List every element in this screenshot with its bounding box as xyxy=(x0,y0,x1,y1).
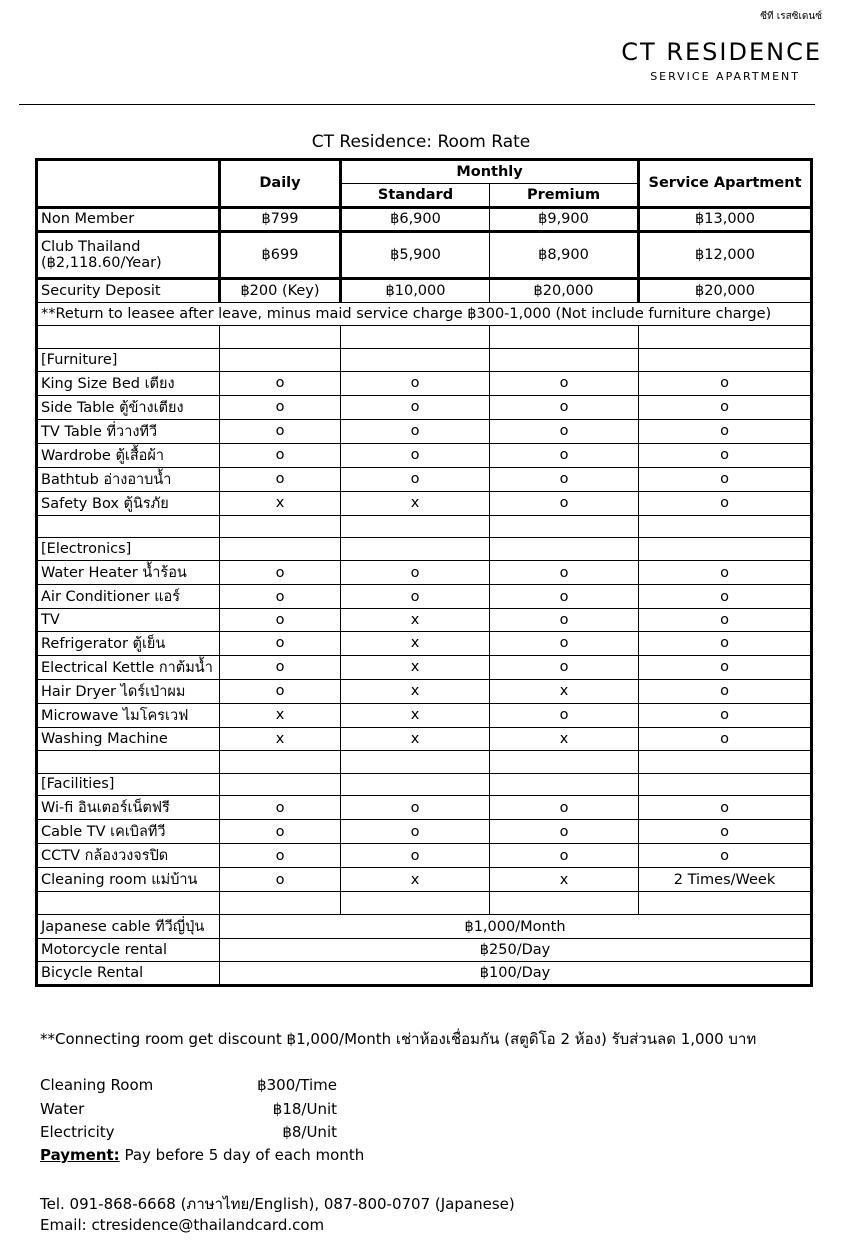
row-value: o xyxy=(490,820,639,844)
row-value: x xyxy=(490,868,639,892)
brand-logo-text: CT RESIDENCE xyxy=(621,38,822,66)
row-label: Bathtub อ่างอาบน้ำ xyxy=(37,467,220,491)
row-label: Air Conditioner แอร์ xyxy=(37,585,220,609)
furniture-row xyxy=(37,395,812,419)
row-value: o xyxy=(220,868,341,892)
rate-value: ฿20,000 xyxy=(639,279,812,303)
row-value: o xyxy=(639,561,812,585)
furniture-row xyxy=(37,371,812,395)
extra-value: ฿1,000/Month xyxy=(220,915,812,939)
fee-value: ฿300/Time xyxy=(257,1076,337,1094)
empty-cell xyxy=(490,750,639,773)
row-value: o xyxy=(639,609,812,632)
room-rate-table xyxy=(35,158,813,987)
row-value: 2 Times/Week xyxy=(639,868,812,892)
empty-cell xyxy=(37,515,220,538)
deposit-note: **Return to leasee after leave, minus maid service charge ฿300-1,000 (Not include furniture charge) xyxy=(37,303,812,326)
row-value: x xyxy=(341,703,490,727)
rate-value: ฿200 (Key) xyxy=(220,279,341,303)
row-label: Refrigerator ตู้เย็น xyxy=(37,631,220,655)
row-value: o xyxy=(341,371,490,395)
header-daily: Daily xyxy=(220,160,341,208)
empty-cell xyxy=(639,515,812,538)
row-value: o xyxy=(490,443,639,467)
payment-note xyxy=(40,1146,364,1164)
row-value: o xyxy=(639,703,812,727)
empty-cell xyxy=(220,515,341,538)
rate-label xyxy=(37,232,220,279)
row-value: o xyxy=(490,631,639,655)
row-label: CCTV กล้องวงจรปิด xyxy=(37,844,220,868)
electronics-row xyxy=(37,585,812,609)
row-value: o xyxy=(490,585,639,609)
deposit-note-row xyxy=(37,303,812,326)
rate-label xyxy=(37,207,220,232)
row-value: o xyxy=(490,844,639,868)
rate-value: ฿799 xyxy=(220,207,341,232)
row-value: o xyxy=(341,561,490,585)
row-value: o xyxy=(639,679,812,703)
row-value: o xyxy=(220,631,341,655)
empty-cell xyxy=(341,750,490,773)
rate-label-line: Non Member xyxy=(41,211,135,228)
row-value: x xyxy=(220,703,341,727)
electronics-heading-row xyxy=(37,538,812,561)
empty-cell xyxy=(341,325,490,348)
empty-cell xyxy=(490,892,639,915)
empty-cell xyxy=(220,773,341,796)
facilities-row xyxy=(37,820,812,844)
header-standard: Standard xyxy=(341,183,490,207)
spacer-row xyxy=(37,892,812,915)
row-value: o xyxy=(639,585,812,609)
empty-cell xyxy=(220,892,341,915)
empty-cell xyxy=(490,538,639,561)
rate-value: ฿13,000 xyxy=(639,207,812,232)
facilities-row xyxy=(37,868,812,892)
furniture-row xyxy=(37,443,812,467)
fee-value: ฿18/Unit xyxy=(272,1099,337,1118)
page-title: CT Residence: Room Rate xyxy=(311,132,531,152)
row-value: o xyxy=(490,655,639,679)
electronics-row xyxy=(37,631,812,655)
row-value: x xyxy=(341,679,490,703)
rate-value: ฿9,900 xyxy=(490,207,639,232)
row-value: o xyxy=(490,561,639,585)
empty-cell xyxy=(490,773,639,796)
row-value: o xyxy=(490,419,639,443)
rate-value: ฿6,900 xyxy=(341,207,490,232)
empty-cell xyxy=(490,325,639,348)
row-value: o xyxy=(490,371,639,395)
empty-cell xyxy=(490,515,639,538)
electronics-row xyxy=(37,703,812,727)
row-value: o xyxy=(341,443,490,467)
extra-label: Motorcycle rental xyxy=(37,939,220,962)
row-value: o xyxy=(220,419,341,443)
empty-cell xyxy=(341,515,490,538)
extra-value: ฿100/Day xyxy=(220,961,812,985)
row-value: o xyxy=(341,585,490,609)
spacer-row xyxy=(37,325,812,348)
row-value: o xyxy=(639,631,812,655)
row-value: o xyxy=(490,609,639,632)
row-value: o xyxy=(220,585,341,609)
row-value: o xyxy=(220,655,341,679)
row-value: o xyxy=(220,467,341,491)
payment-label: Payment: xyxy=(40,1146,120,1164)
header-empty xyxy=(37,160,220,208)
row-value: o xyxy=(220,820,341,844)
empty-cell xyxy=(220,348,341,371)
row-value: o xyxy=(341,844,490,868)
row-label: Safety Box ตู้นิรภัย xyxy=(37,491,220,515)
rate-row xyxy=(37,232,812,279)
row-value: o xyxy=(341,820,490,844)
connecting-room-note: **Connecting room get discount ฿1,000/Month เช่าห้องเชื่อมกัน (สตูดิโอ 2 ห้อง) รับส่วนลด 1,000 บาท xyxy=(40,1030,757,1048)
row-value: o xyxy=(490,467,639,491)
row-value: o xyxy=(341,467,490,491)
rate-value: ฿10,000 xyxy=(341,279,490,303)
extra-row xyxy=(37,939,812,962)
row-label: TV Table ที่วางทีวี xyxy=(37,419,220,443)
row-value: o xyxy=(220,609,341,632)
row-label: Microwave ไมโครเวฟ xyxy=(37,703,220,727)
row-value: x xyxy=(341,868,490,892)
empty-cell xyxy=(37,750,220,773)
row-label: Cleaning room แม่บ้าน xyxy=(37,868,220,892)
furniture-row xyxy=(37,491,812,515)
contact-phone: Tel. 091-868-6668 (ภาษาไทย/English), 087-800-0707 (Japanese) xyxy=(40,1195,515,1213)
row-label: King Size Bed เตียง xyxy=(37,371,220,395)
empty-cell xyxy=(639,348,812,371)
empty-cell xyxy=(220,750,341,773)
empty-cell xyxy=(639,538,812,561)
furniture-row xyxy=(37,467,812,491)
section-heading: [Facilities] xyxy=(37,773,220,796)
empty-cell xyxy=(220,538,341,561)
row-value: x xyxy=(341,631,490,655)
row-value: o xyxy=(341,796,490,820)
row-value: o xyxy=(220,395,341,419)
brand-subtitle: SERVICE APARTMENT xyxy=(650,70,800,83)
row-value: o xyxy=(639,467,812,491)
row-value: o xyxy=(341,395,490,419)
empty-cell xyxy=(37,325,220,348)
row-value: o xyxy=(220,844,341,868)
fee-label: Water xyxy=(40,1099,85,1118)
row-value: x xyxy=(341,655,490,679)
spacer-row xyxy=(37,750,812,773)
row-value: o xyxy=(220,796,341,820)
row-value: x xyxy=(341,491,490,515)
rate-value: ฿699 xyxy=(220,232,341,279)
rate-value: ฿20,000 xyxy=(490,279,639,303)
rate-value: ฿8,900 xyxy=(490,232,639,279)
row-value: o xyxy=(341,419,490,443)
empty-cell xyxy=(639,892,812,915)
extra-row xyxy=(37,961,812,985)
rate-value: ฿5,900 xyxy=(341,232,490,279)
row-label: Side Table ตู้ข้างเตียง xyxy=(37,395,220,419)
row-value: x xyxy=(220,727,341,750)
row-value: x xyxy=(490,679,639,703)
extra-row xyxy=(37,915,812,939)
section-heading: [Furniture] xyxy=(37,348,220,371)
row-value: o xyxy=(220,561,341,585)
rate-label-line: Security Deposit xyxy=(41,283,161,300)
row-value: x xyxy=(341,609,490,632)
rate-label-line: Club Thailand xyxy=(41,239,141,256)
electronics-row xyxy=(37,727,812,750)
row-value: o xyxy=(220,443,341,467)
row-value: o xyxy=(490,395,639,419)
empty-cell xyxy=(341,892,490,915)
facilities-row xyxy=(37,844,812,868)
extra-value: ฿250/Day xyxy=(220,939,812,962)
furniture-heading-row xyxy=(37,348,812,371)
rate-value: ฿12,000 xyxy=(639,232,812,279)
row-label: Water Heater น้ำร้อน xyxy=(37,561,220,585)
electronics-row xyxy=(37,561,812,585)
rate-row xyxy=(37,279,812,303)
header-service-apartment: Service Apartment xyxy=(639,160,812,208)
spacer-row xyxy=(37,515,812,538)
row-label: Electrical Kettle กาต้มน้ำ xyxy=(37,655,220,679)
row-value: o xyxy=(639,371,812,395)
header-premium: Premium xyxy=(490,183,639,207)
empty-cell xyxy=(639,773,812,796)
row-label: Wi-fi อินเตอร์เน็ตฟรี xyxy=(37,796,220,820)
empty-cell xyxy=(490,348,639,371)
row-value: x xyxy=(220,491,341,515)
row-label: Hair Dryer ไดร์เป่าผม xyxy=(37,679,220,703)
electronics-row xyxy=(37,609,812,632)
electronics-row xyxy=(37,655,812,679)
rate-row xyxy=(37,207,812,232)
header-divider xyxy=(19,104,815,105)
row-value: o xyxy=(639,419,812,443)
section-heading: [Electronics] xyxy=(37,538,220,561)
facilities-heading-row xyxy=(37,773,812,796)
furniture-row xyxy=(37,419,812,443)
row-value: x xyxy=(341,727,490,750)
empty-cell xyxy=(639,325,812,348)
empty-cell xyxy=(220,325,341,348)
fee-label: Cleaning Room xyxy=(40,1076,154,1094)
empty-cell xyxy=(639,750,812,773)
row-value: o xyxy=(220,371,341,395)
fee-value: ฿8/Unit xyxy=(282,1123,337,1141)
row-value: o xyxy=(639,655,812,679)
row-value: x xyxy=(490,727,639,750)
row-value: o xyxy=(639,820,812,844)
row-value: o xyxy=(220,679,341,703)
row-value: o xyxy=(639,491,812,515)
row-value: o xyxy=(490,796,639,820)
rate-label xyxy=(37,279,220,303)
row-value: o xyxy=(639,395,812,419)
row-label: TV xyxy=(37,609,220,632)
empty-cell xyxy=(341,348,490,371)
extra-label: Japanese cable ทีวีญี่ปุ่น xyxy=(37,915,220,939)
row-value: o xyxy=(639,727,812,750)
empty-cell xyxy=(341,773,490,796)
row-value: o xyxy=(490,491,639,515)
row-value: o xyxy=(490,703,639,727)
header-monthly: Monthly xyxy=(341,160,639,184)
fee-label: Electricity xyxy=(40,1123,115,1141)
extra-label: Bicycle Rental xyxy=(37,961,220,985)
thai-brand-name: ซีที เรสซิเดนซ์ xyxy=(760,11,822,22)
empty-cell xyxy=(341,538,490,561)
empty-cell xyxy=(37,892,220,915)
contact-email: Email: ctresidence@thailandcard.com xyxy=(40,1216,325,1234)
row-label: Wardrobe ตู้เสื้อผ้า xyxy=(37,443,220,467)
rate-label-sub: (฿2,118.60/Year) xyxy=(41,255,162,272)
row-label: Washing Machine xyxy=(37,727,220,750)
row-value: o xyxy=(639,796,812,820)
row-label: Cable TV เคเบิลทีวี xyxy=(37,820,220,844)
facilities-row xyxy=(37,796,812,820)
payment-text: Pay before 5 day of each month xyxy=(119,1146,365,1164)
row-value: o xyxy=(639,844,812,868)
row-value: o xyxy=(639,443,812,467)
electronics-row xyxy=(37,679,812,703)
